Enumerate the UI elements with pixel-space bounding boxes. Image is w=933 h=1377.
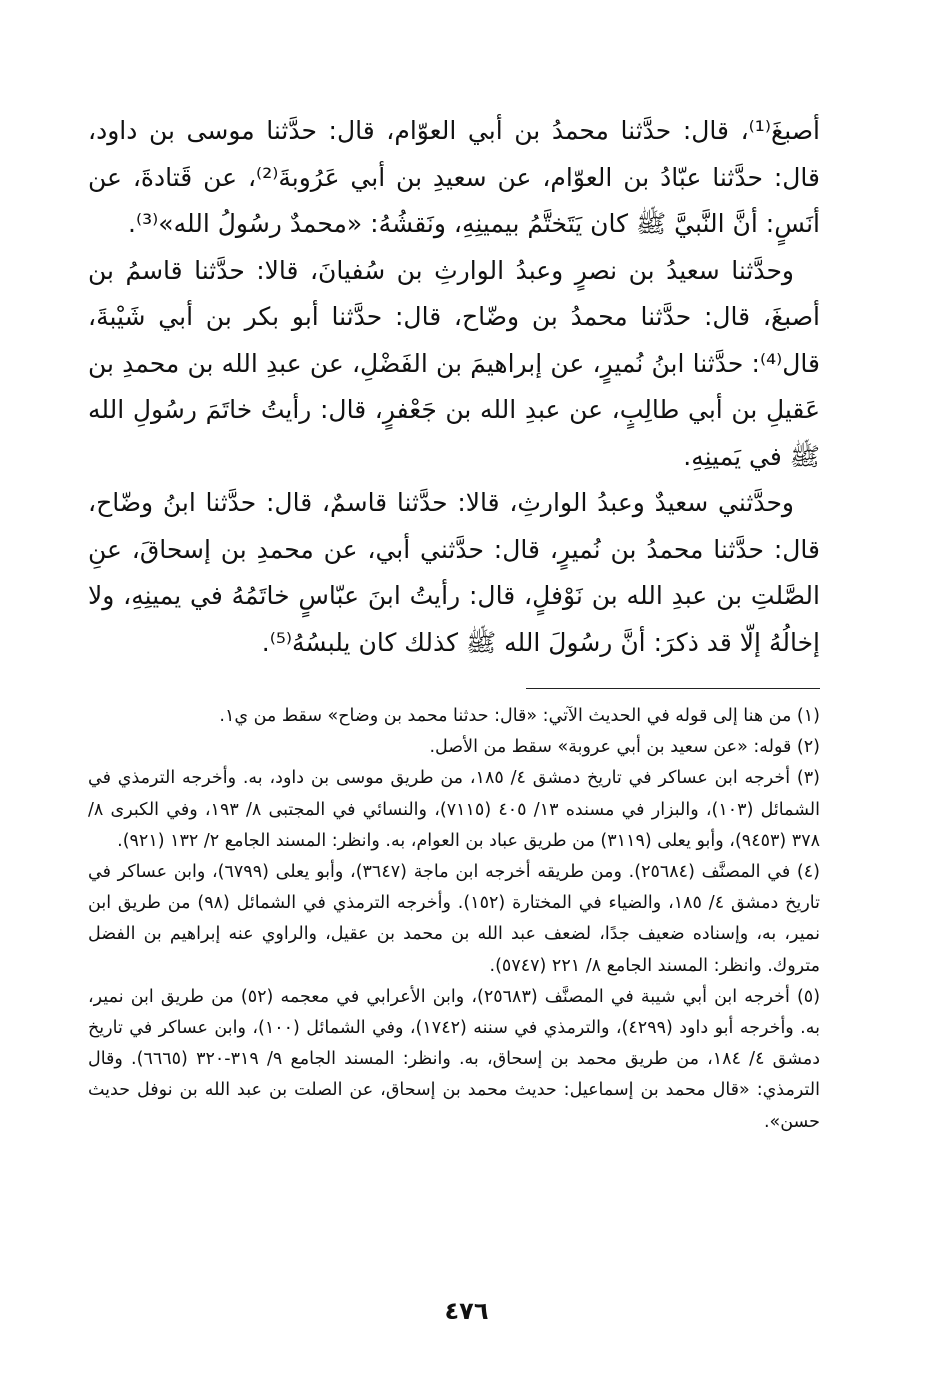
footnote-1: (١) من هنا إلى قوله في الحديث الآتي: «قال: حدثنا محمد بن وضاح» سقط من ي١.: [219, 706, 820, 726]
paragraph-2: وحدَّثنا سعيدُ بن نصرٍ وعبدُ الوارثِ بن سُفيانَ، قالا: حدَّثنا قاسمُ بن أصبغَ، قال: حدَّثنا محمدُ بن وضّاح، قال: حدَّثنا أبو بكر بن أبي شَيْبةَ، قال⁽⁴⁾: حدَّثنا ابنُ نُميرٍ، عن إبراهيمَ بن الفَضْلِ، عن عبدِ الله بن محمدِ بن عَقيلِ بن أبي طالِبٍ، عن عبدِ الله بن جَعْفرٍ، قال: رأيتُ خاتَمَ رسُولِ الله ﷺ في يَمينِهِ.: [88, 255, 820, 471]
footnote-3: (٣) أخرجه ابن عساكر في تاريخ دمشق ٤/ ١٨٥، من طريق موسى بن داود، به. وأخرجه الترمذي في الشمائل (١٠٣)، والبزار في مسنده ١٣/ ٤٠٥ (٧١١٥)، والنسائي في المجتبى ٨/ ١٩٣، وفي الكبرى ٨/ ٣٧٨ (٩٤٥٣)، وأبو يعلى (٣١١٩) من طريق عباد بن العوام، به. وانظر: المسند الجامع ٢/ ١٣٢ (٩٢١).: [88, 768, 820, 851]
paragraph-1: أصبغَ⁽¹⁾، قال: حدَّثنا محمدُ بن أبي العوّام، قال: حدَّثنا موسى بن داود، قال: حدَّثنا عبّادُ بن العوّام، عن سعيدِ بن أبي عَرُوبةَ⁽²⁾، عن قَتادةَ، عن أنَسٍ: أنَّ النَّبيَّ ﷺ كان يَتَختَّمُ بيمينِهِ، ونَقشُهُ: «محمدٌ رسُولُ الله»⁽³⁾.: [88, 116, 820, 238]
page-number: ٤٧٦: [444, 1297, 489, 1325]
paragraph-3: وحدَّثني سعيدٌ وعبدُ الوارثِ، قالا: حدَّثنا قاسمٌ، قال: حدَّثنا ابنُ وضّاح، قال: حدَّثنا محمدُ بن نُميرٍ، قال: حدَّثني أبي، عن محمدِ بن إسحاقَ، عنِ الصَّلتِ بن عبدِ الله بن نَوْفلٍ، قال: رأيتُ ابنَ عبّاسٍ خاتَمُهُ في يمينِهِ، ولا إخالُهُ إلّا قد ذكرَ: أنَّ رسُولَ الله ﷺ كذلك كان يلبسُهُ⁽⁵⁾.: [88, 488, 820, 657]
footnote-2: (٢) قوله: «عن سعيد بن أبي عروبة» سقط من الأصل.: [429, 737, 820, 758]
footnote-divider: [526, 688, 820, 689]
footnotes: [88, 701, 820, 1138]
page-body: [88, 108, 820, 1138]
footnote-5: (٥) أخرجه ابن أبي شيبة في المصنَّف (٢٥٦٨٣)، وابن الأعرابي في معجمه (٥٢) من طريق ابن نمير، به. وأخرجه أبو داود (٤٢٩٩)، والترمذي في سننه (١٧٤٢)، وفي الشمائل (١٠٠)، وابن عساكر في تاريخ دمشق ٤/ ١٨٤، من طريق محمد بن إسحاق، به. وانظر: المسند الجامع ٩/ ٣١٩-٣٢٠ (٦٦٦٥). وقال الترمذي: «قال محمد بن إسماعيل: حديث محمد بن إسحاق، عن الصلت بن عبد الله بن نوفل حديث حسن».: [88, 986, 821, 1132]
main-text: [88, 108, 820, 666]
footnote-4: (٤) في المصنَّف (٢٥٦٨٤). ومن طريقه أخرجه ابن ماجة (٣٦٤٧)، وأبو يعلى (٦٧٩٩)، وابن عساكر في تاريخ دمشق ٤/ ١٨٥، والضياء في المختارة (١٥٢). وأخرجه الترمذي في الشمائل (٩٨) من طريق ابن نمير، به، وإسناده ضعيف جدًا، لضعف عبد الله بن محمد بن عقيل، والراوي عنه إبراهيم بن الفضل متروك. وانظر: المسند الجامع ٨/ ٢٢١ (٥٧٤٧).: [88, 862, 820, 976]
